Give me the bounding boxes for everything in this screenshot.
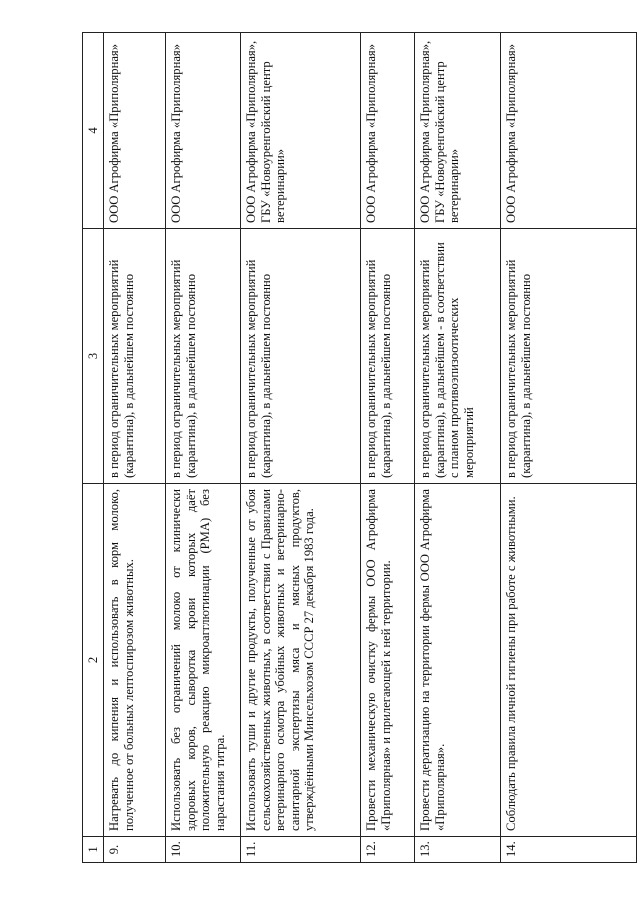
table-header-row <box>83 33 104 863</box>
row-responsible: ООО Агрофирма «Приполярная», ГБУ «Новоуренгойский центр ветеринарии» <box>241 33 361 229</box>
header-cell-4: 4 <box>83 33 104 229</box>
header-cell-3: 3 <box>83 229 104 484</box>
table-row <box>241 33 361 863</box>
row-period: в период ограничительных мероприятий (карантина), в дальнейшем постоянно <box>241 229 361 484</box>
rotated-page <box>82 33 637 863</box>
row-period: в период ограничительных мероприятий (карантина), в дальнейшем постоянно <box>104 229 166 484</box>
row-number: 13. <box>415 837 501 863</box>
row-action: Провести дератизацию на территории фермы ООО Агрофирма «Приполярная». <box>415 484 501 837</box>
row-period: в период ограничительных мероприятий (карантина), в дальнейшем постоянно <box>501 229 637 484</box>
row-period: в период ограничительных мероприятий (карантина), в дальнейшем - в соответствии с планом противоэпизоотических мероприятий <box>415 229 501 484</box>
row-period: в период ограничительных мероприятий (карантина), в дальнейшем постоянно <box>166 229 241 484</box>
row-responsible: ООО Агрофирма «Приполярная» <box>501 33 637 229</box>
table-row <box>415 33 501 863</box>
row-number: 11. <box>241 837 361 863</box>
row-responsible: ООО Агрофирма «Приполярная» <box>361 33 415 229</box>
table-row <box>166 33 241 863</box>
table-row <box>501 33 637 863</box>
row-number: 12. <box>361 837 415 863</box>
row-number: 14. <box>501 837 637 863</box>
row-responsible: ООО Агрофирма «Приполярная» <box>166 33 241 229</box>
table-row <box>104 33 166 863</box>
header-cell-1: 1 <box>83 837 104 863</box>
header-cell-2: 2 <box>83 484 104 837</box>
row-responsible: ООО Агрофирма «Приполярная», ГБУ «Новоуренгойский центр ветеринарии» <box>415 33 501 229</box>
row-number: 10. <box>166 837 241 863</box>
row-action: Использовать туши и другие продукты, полученные от убоя сельскохозяйственных животных, в соответствии с Правилами ветеринарного осмотра убойных животных и ветеринарно-санитарной экспертизы мяса и мясных продуктов, утверждёнными Минсельхозом СССР 27 декабря 1983 года. <box>241 484 361 837</box>
row-action: Использовать без ограничений молоко от клинически здоровых коров, сыворотка крови которых даёт положительную реакцию микроагглютинации (РМА) без нарастания титра. <box>166 484 241 837</box>
row-action: Нагревать до кипения и использовать в корм молоко, полученное от больных лептоспирозом животных. <box>104 484 166 837</box>
row-action: Провести механическую очистку фермы ООО Агрофирма «Приполярная» и прилегающей к ней территории. <box>361 484 415 837</box>
row-action: Соблюдать правила личной гигиены при работе с животными. <box>501 484 637 837</box>
row-period: в период ограничительных мероприятий (карантина), в дальнейшем постоянно <box>361 229 415 484</box>
row-number: 9. <box>104 837 166 863</box>
table-row <box>361 33 415 863</box>
measures-table <box>82 32 637 863</box>
row-responsible: ООО Агрофирма «Приполярная» <box>104 33 166 229</box>
